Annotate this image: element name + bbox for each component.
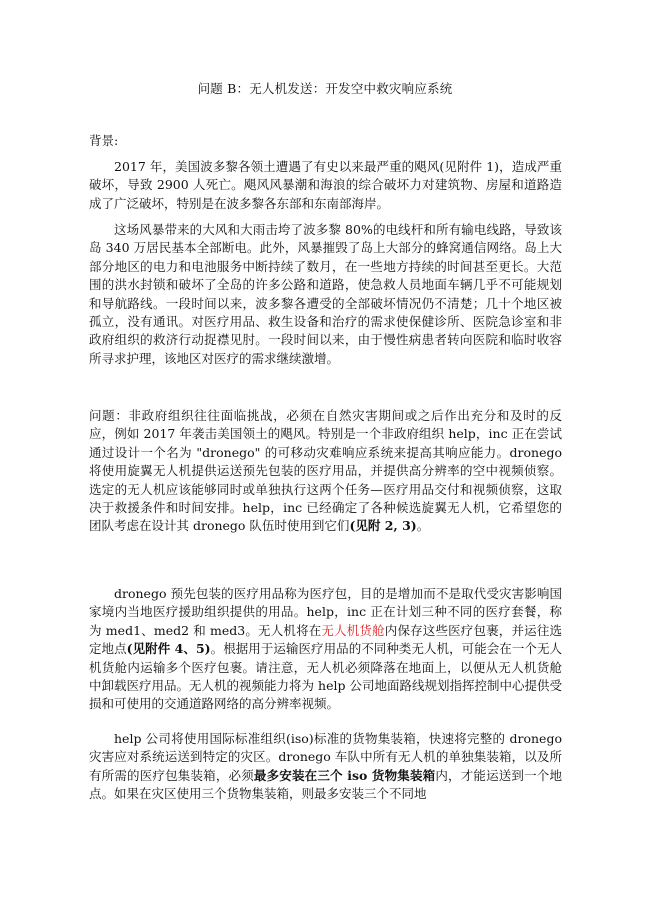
paragraph-3: [89, 407, 562, 536]
page-title: 问题 B：无人机发送：开发空中救灾响应系统: [197, 81, 453, 96]
paragraph-3-tail: 。: [416, 518, 430, 534]
paragraph-5-container-limit: 最多安装在三个 iso 货物集装箱: [253, 767, 436, 783]
paragraph-2: [89, 221, 562, 368]
paragraph-1: [89, 158, 562, 213]
paragraph-5-part-a: help 公司将使用国际标准组织(iso)标准的货物集装箱，快速将完整的 dronego 灾害应对系统运送到特定的灾区。dronego 车队中所有无人机的单独集装箱，以及所有所需的医疗包集装箱，必须: [89, 731, 562, 783]
paragraph-5: [89, 730, 562, 804]
paragraph-3-body: 问题：非政府组织往往面临挑战，必须在自然灾害期间或之后作出充分和及时的反应，例如 2017 年袭击美国领土的飓风。特别是一个非政府组织 help，inc 正在尝试通过设计一个名为 "dronego" 的可移动灾难响应系统来提高其响应能力。dronego 将使用旋翼无人机提供运送预先包装的医疗用品，并提供高分辨率的空中视频侦察。选定的无人机应该能够同时或单独执行这两个任务—医疗用品交付和视频侦察，这取决于救援条件和时间安排。help，inc 已经确定了各种候选旋翼无人机，它希望您的团队考虑在设计其 dronego 队伍时使用到它们: [89, 408, 562, 534]
paragraph-4-text: [89, 585, 562, 714]
paragraph-1-text: 2017 年，美国波多黎各领土遭遇了有史以来最严重的飓风(见附件 1)，造成严重破坏，导致 2900 人死亡。飓风风暴潮和海浪的综合破坏力对建筑物、房屋和道路造成了广泛破坏，特别是在波多黎各东部和东南部海岸。: [89, 159, 562, 211]
paragraph-5-text: [89, 730, 562, 804]
paragraph-3-appendix-ref: (见附 2, 3): [349, 518, 417, 534]
paragraph-3-text: [89, 407, 562, 536]
paragraph-5-part-b: 内，才能运送到一个地点。如果在灾区使用三个货物集装箱，则最多安装三个不同地: [89, 767, 562, 802]
paragraph-2-text: 这场风暴带来的大风和大雨击垮了波多黎 80%的电线杆和所有输电线路，导致该岛 340 万居民基本全部断电。此外，风暴摧毁了岛上大部分的蜂窝通信网络。岛上大部分地区的电力和电池服务中断持续了数月，在一些地方持续的时间甚至更长。大范围的洪水封锁和破坏了全岛的许多公路和道路，使急救人员地面车辆几乎不可能规划和导航路线。一段时间以来，波多黎各遭受的全部破坏情况仍不清楚；几十个地区被孤立，没有通讯。对医疗用品、救生设备和治疗的需求使保健诊所、医院急诊室和非政府组织的救济行动捉襟见肘。一段时间以来，由于慢性病患者转向医院和临时收容所寻求护理，该地区对医疗的需求继续激增。: [89, 222, 562, 366]
paragraph-4: [89, 585, 562, 714]
paragraph-4-part-c: 。根据用于运输医疗用品的不同种类无人机，可能会在一个无人机货舱内运输多个医疗包裹。请注意，无人机必须降落在地面上，以便从无人机货舱中卸载医疗用品。无人机的视频能力将为 help 公司地面路线规划指挥控制中心提供受损和可使用的交通道路网络的高分辨率视频。: [89, 641, 562, 712]
background-label: 背景:: [89, 133, 119, 148]
paragraph-4-part-b: 内保存这些医疗包裹，并运往选定地点: [89, 622, 562, 657]
drone-cargo-bay-highlight: 无人机货舱: [321, 622, 385, 638]
paragraph-4-appendix-ref: (见附件 4、5): [126, 641, 211, 657]
paragraph-4-part-a: dronego 预先包装的医疗用品称为医疗包，目的是增加而不是取代受灾害影响国家境内当地医疗援助组织提供的用品。help，inc 正在计划三种不同的医疗套餐，称为 med1、med2 和 med3。无人机将在: [89, 586, 562, 638]
